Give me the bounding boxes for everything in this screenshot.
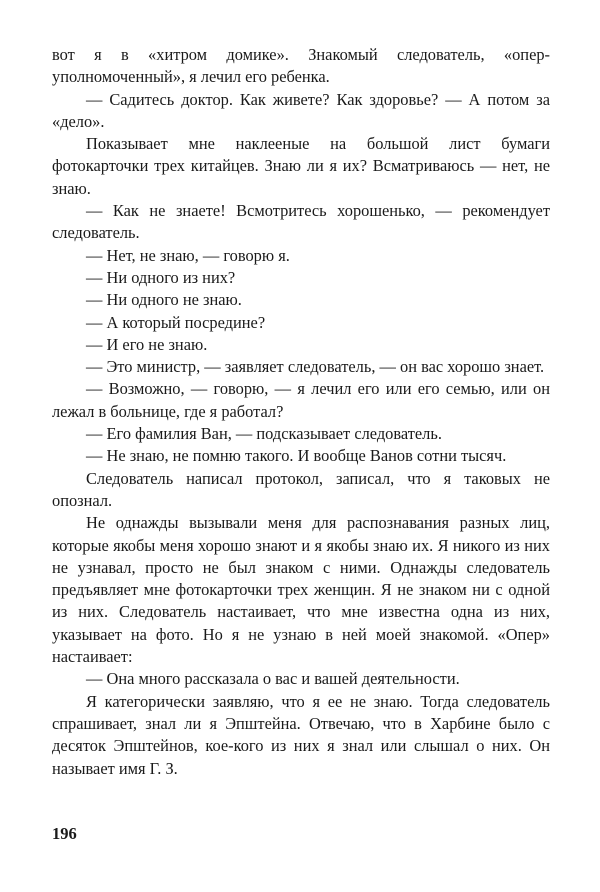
paragraph: — Ни одного из них?: [86, 267, 236, 287]
page-number: 196: [52, 824, 77, 843]
paragraph: — Она много рассказала о вас и вашей деятельности.: [86, 669, 460, 689]
paragraph: — А который посредине?: [86, 312, 266, 332]
paragraph: вот я в «хитром домике». Знакомый следователь, «опер-уполномоченный», я лечил его ребенка.: [52, 45, 550, 87]
paragraph: Показывает мне наклееные на большой лист бумаги фотокарточки трех китайцев. Знаю ли я их? Всматриваюсь — нет, не знаю.: [52, 134, 550, 198]
paragraph: Следователь написал протокол, записал, что я таковых не опознал.: [52, 468, 550, 510]
paragraph: — Его фамилия Ван, — подсказывает следователь.: [86, 424, 442, 444]
paragraph: — И его не знаю.: [86, 334, 208, 354]
paragraph: — Как не знаете! Всмотритесь хорошенько, — рекомендует следователь.: [52, 201, 550, 243]
paragraph: — Не знаю, не помню такого. И вообще Ванов сотни тысяч.: [86, 446, 507, 466]
paragraph: Я категорически заявляю, что я ее не знаю. Тогда следователь спрашивает, знал ли я Эпштейна. Отвечаю, что в Харбине было с десяток Эпштейнов, кое-кого из них я знал или слышал о них. Он называет имя Г. З.: [52, 691, 550, 778]
page-body: [52, 44, 550, 780]
paragraph: Не однажды вызывали меня для распознавания разных лиц, которые якобы меня хорошо знают и я якобы знаю их. Я никого из них не узнавал, просто не был знаком с ними. Однажды следователь предъявляет мне фотокарточки трех женщин. Я не знаком ни с одной из них. Следователь настаивает, что мне известна одна из них, указывает на фото. Но я не узнаю в ней моей знакомой. «Опер» настаивает:: [52, 513, 550, 667]
paragraph: — Ни одного не знаю.: [86, 290, 242, 310]
paragraph: — Садитесь доктор. Как живете? Как здоровье? — А потом за «дело».: [52, 89, 550, 131]
paragraph: — Возможно, — говорю, — я лечил его или его семью, или он лежал в больнице, где я работал?: [52, 379, 550, 421]
paragraph: — Нет, не знаю, — говорю я.: [86, 245, 290, 265]
paragraph: — Это министр, — заявляет следователь, — он вас хорошо знает.: [86, 357, 545, 377]
